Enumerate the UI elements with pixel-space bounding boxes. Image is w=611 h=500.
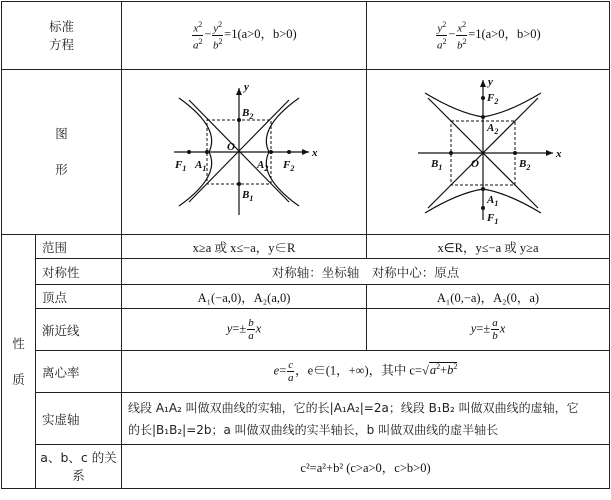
equation-label-line1: 标准 [49, 18, 75, 34]
right-a2-label: A [487, 122, 495, 134]
right-x-axis-label: x [556, 148, 562, 160]
axes-row [2, 393, 610, 445]
range-label: 范围 [36, 235, 122, 259]
left-x-axis-label: x [312, 147, 318, 159]
axes-label: 实虚轴 [36, 393, 122, 445]
equation-right-tail: =1(a>0，b>0) [468, 27, 541, 42]
range-row [2, 235, 610, 259]
svg-text:F1: $F_1$ [175, 159, 187, 173]
asymptote-right: y=± $\frac{a}{b}$ x [367, 309, 610, 351]
right-b1-label: B [431, 158, 439, 170]
equation-label-line2: 方程 [49, 36, 75, 52]
svg-text:F1: $F_1$ [487, 212, 499, 225]
right-f1-label: F [487, 212, 495, 224]
vertical-hyperbola-graph [413, 75, 563, 225]
left-y-axis-label: y [244, 81, 249, 93]
axes-line1: 线段 A₁A₂ 叫做双曲线的实轴，它的长|A₁A₂|=2a；线段 B₁B₂ 叫做双曲线的虚轴，它 [128, 400, 579, 415]
figure-right-cell [367, 70, 610, 235]
axes-value [122, 393, 610, 445]
axes-line2: 的长|B₁B₂|=2b；a 叫做双曲线的实半轴长，b 叫做双曲线的虚半轴长 [128, 422, 499, 437]
equation-right: $\frac{y^2}{a^2}$ − $\frac{x^2}{b^2}$ =1(a>0，b>0) [367, 2, 610, 70]
figure-row [2, 70, 610, 235]
equation-row [2, 2, 610, 70]
figure-label-line2: 形 [55, 162, 68, 177]
vertex-right: A₁(0,−a)，A₂(0，a) [367, 285, 610, 309]
eccentricity-suffix: ，e∈(1，+∞)，其中 c= [295, 363, 422, 378]
relation-row [2, 445, 610, 489]
right-y-axis-label: y [488, 76, 493, 88]
relation-label [36, 445, 122, 489]
svg-text:A2: $A_2$ [257, 159, 269, 173]
right-origin-label: O [471, 158, 479, 170]
vertex-row [2, 285, 610, 309]
properties-label-line1: 性 [12, 335, 25, 351]
left-a1-label: A [195, 159, 203, 171]
svg-text:A1: $A_1$ [487, 194, 499, 208]
left-origin-label: O [227, 141, 235, 153]
asymptote-left: y=± $\frac{b}{a}$ x [122, 309, 367, 351]
relation-label-line2: 系 [72, 467, 85, 483]
equation-left: $\frac{x^2}{a^2}$ − $\frac{y^2}{b^2}$ =1(a>0，b>0) [122, 2, 367, 70]
svg-text:F2: $F_2$ [283, 159, 295, 173]
figure-label-line1: 图 [55, 126, 68, 141]
vertex-left: A₁(−a,0)，A₂(a,0) [122, 285, 367, 309]
right-b2-label: B [519, 158, 527, 170]
left-f1-label: F [175, 159, 183, 171]
svg-text:B1: $B_1$ [431, 158, 443, 172]
hyperbola-properties-table [1, 1, 610, 489]
svg-text:B2: $B_2$ [519, 158, 531, 172]
properties-label-line2: 质 [12, 371, 25, 387]
eccentricity-row [2, 351, 610, 393]
asymptote-label: 渐近线 [36, 309, 122, 351]
figure-left-cell [122, 70, 367, 235]
svg-text:A1: $A_1$ [195, 159, 207, 173]
figure-label [2, 70, 122, 235]
right-a1-label: A [487, 194, 495, 206]
svg-text:F2: $F_2$ [487, 92, 499, 106]
eccentricity-value: e= $\frac{c}{a}$ ，e∈(1，+∞)，其中 $c=√a^2+b^2$ [122, 351, 610, 393]
eccentricity-label: 离心率 [36, 351, 122, 393]
svg-text:B2: $B_2$ [242, 107, 254, 121]
range-right: x∈R，y≤−a 或 y≥a [367, 235, 610, 259]
symmetry-value: 对称轴：坐标轴 对称中心：原点 [122, 259, 610, 285]
left-f2-label: F [283, 159, 291, 171]
left-a2-label: A [257, 159, 265, 171]
range-left: x≥a 或 x≤−a，y∈R [122, 235, 367, 259]
properties-label [2, 235, 36, 489]
asymptote-row [2, 309, 610, 351]
svg-text:B1: $B_1$ [242, 189, 254, 203]
left-b1-label: B [242, 189, 250, 201]
symmetry-row [2, 259, 610, 285]
svg-text:A2: $A_2$ [487, 122, 499, 136]
vertex-label: 顶点 [36, 285, 122, 309]
left-b2-label: B [242, 107, 250, 119]
relation-label-line1: a、b、c 的关 [40, 449, 117, 465]
symmetry-label: 对称性 [36, 259, 122, 285]
horizontal-hyperbola-graph [169, 80, 319, 220]
relation-value: c²=a²+b² (c>a>0，c>b>0) [122, 445, 610, 489]
equation-label [2, 2, 122, 70]
right-f2-label: F [487, 92, 495, 104]
equation-left-tail: =1(a>0，b>0) [224, 27, 297, 42]
